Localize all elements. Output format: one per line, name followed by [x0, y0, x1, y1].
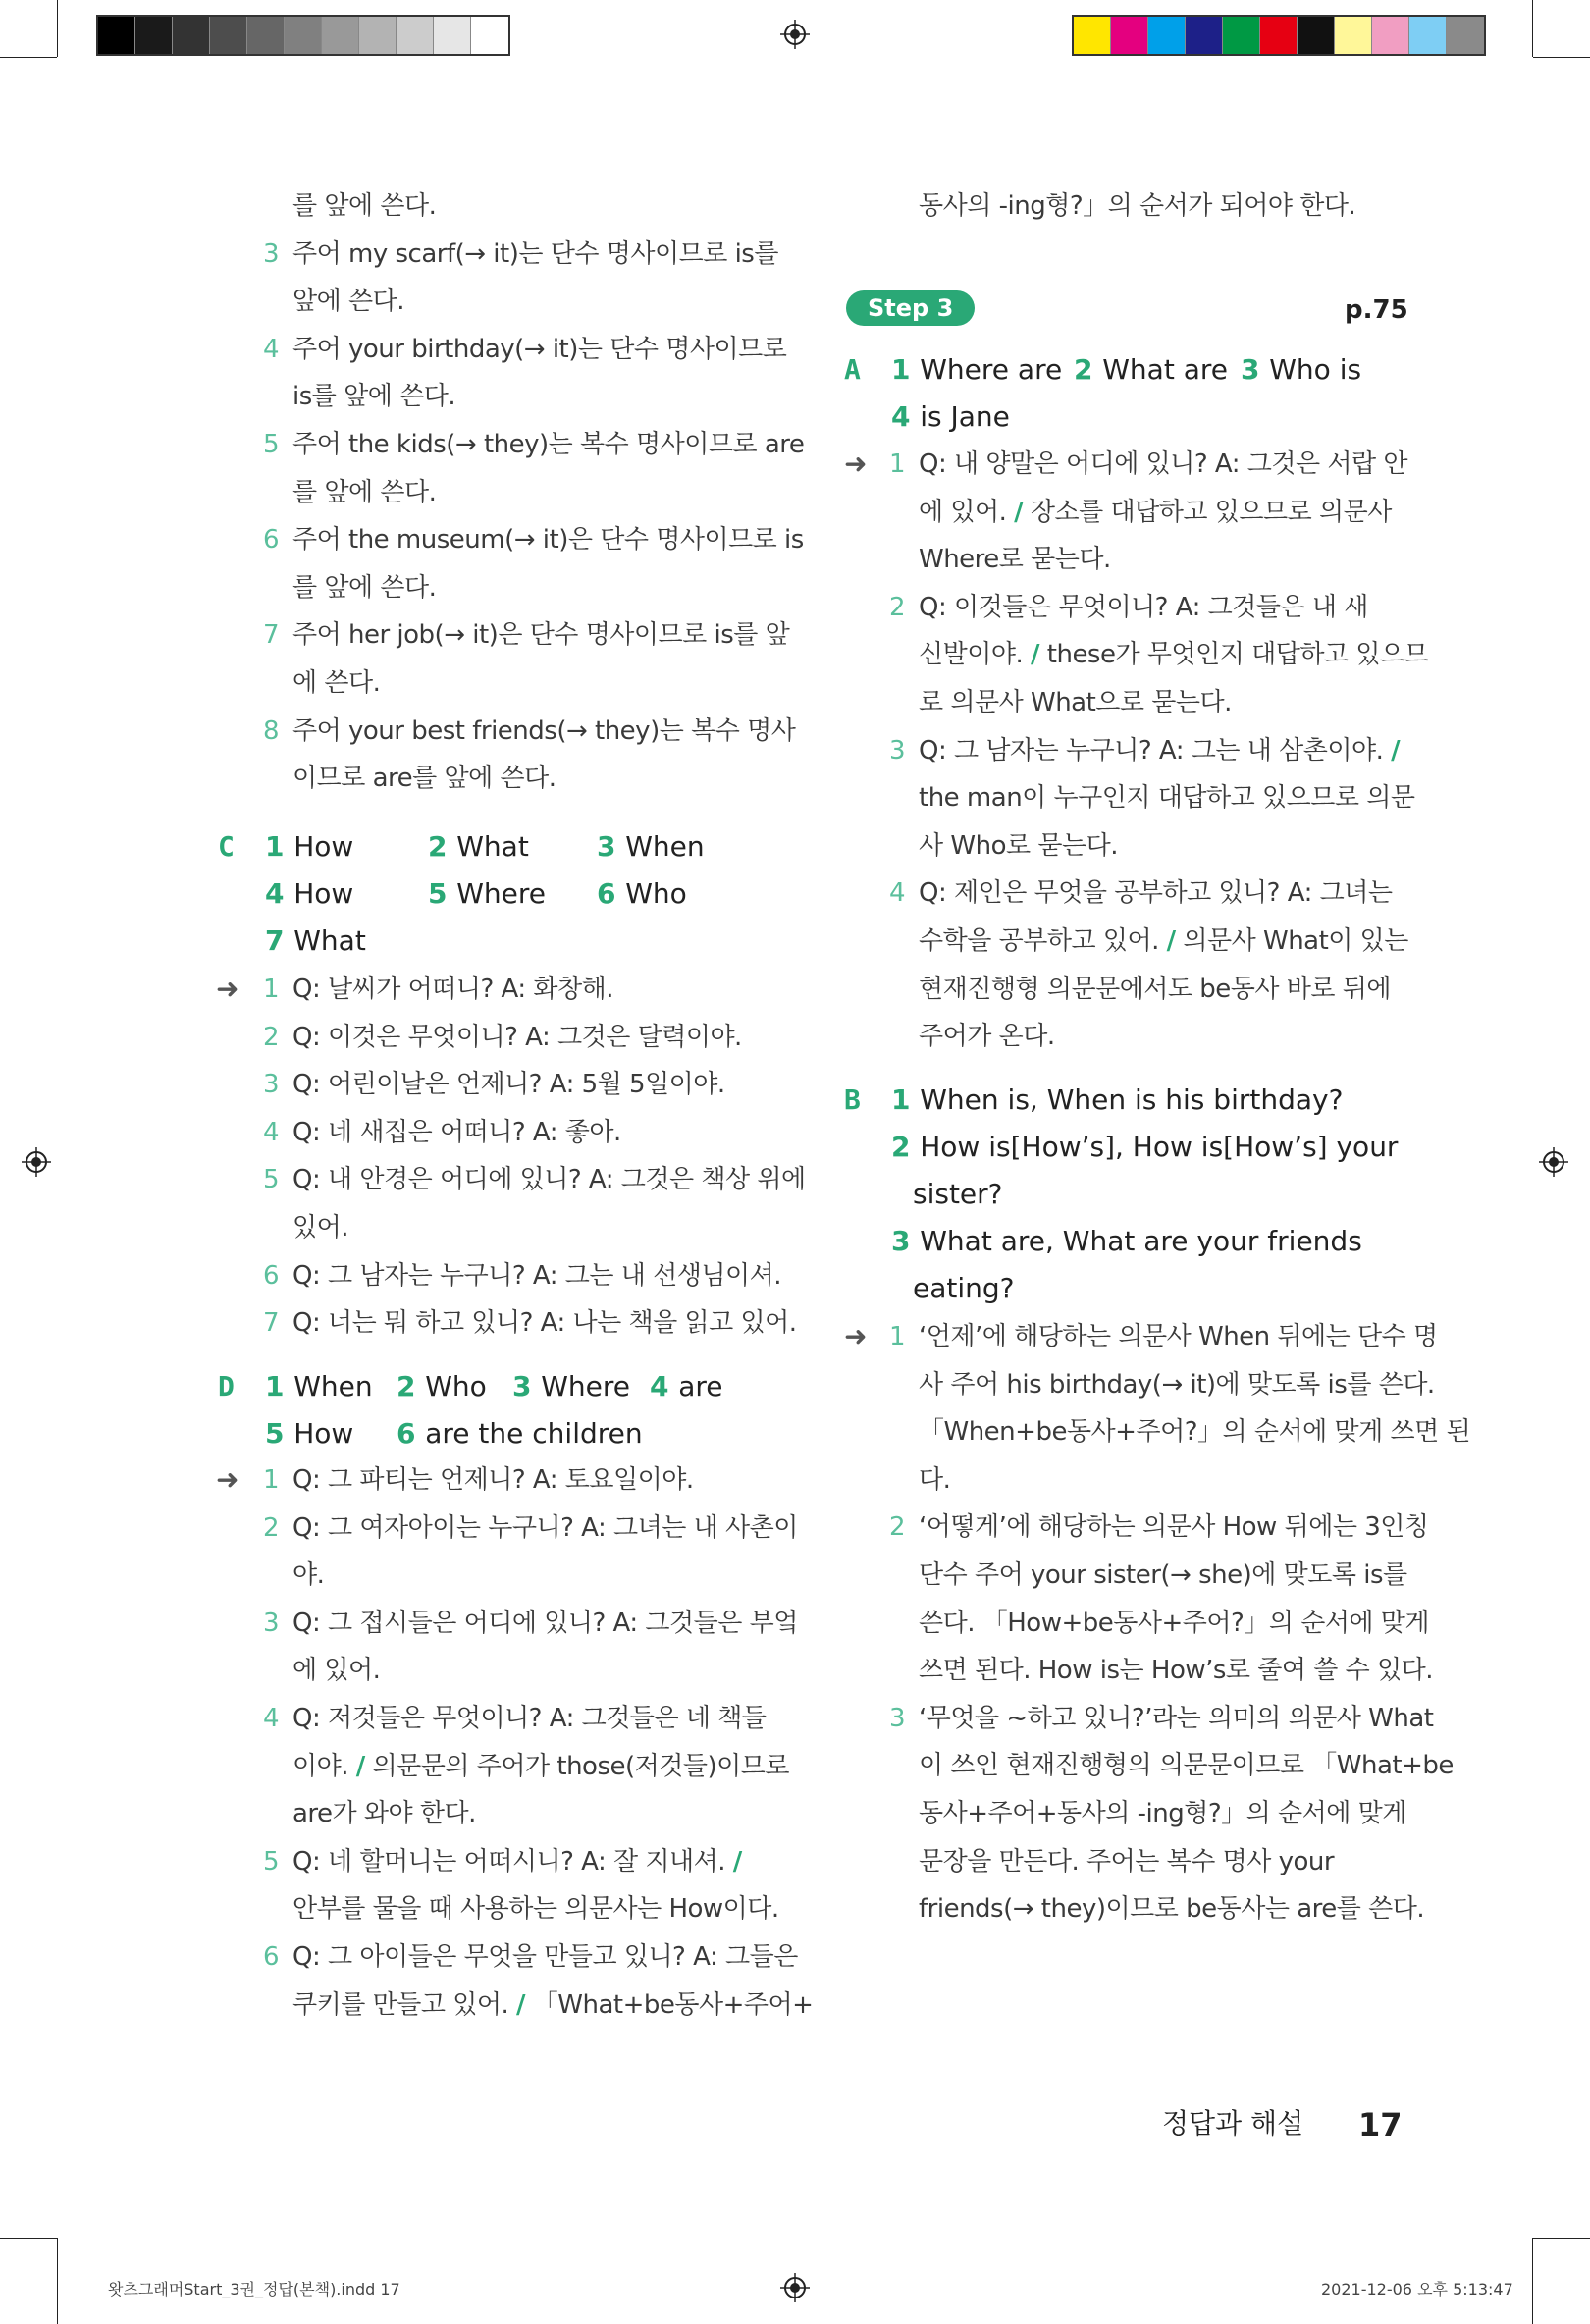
- crop-mark: [1532, 0, 1533, 57]
- item-number: 3: [263, 1608, 280, 1638]
- explanation-line: 에 있어.: [292, 1656, 381, 1686]
- answer-item: 1 How: [265, 830, 354, 863]
- item-number: 4: [263, 334, 280, 364]
- answer-number: 3: [891, 1225, 921, 1257]
- explanation-line: Q: 그 남자는 누구니? A: 그는 내 선생님이셔.: [292, 1260, 781, 1291]
- color-swatch: [1148, 17, 1186, 54]
- answer-number: 1: [265, 830, 294, 863]
- answer-number: 6: [397, 1417, 426, 1450]
- answer-number: 5: [428, 877, 457, 910]
- explanation-line: Q: 그 아이들은 무엇을 만들고 있니? A: 그들은: [292, 1942, 798, 1972]
- gray-swatch-strip: [96, 15, 510, 56]
- color-swatch: [98, 17, 135, 54]
- color-swatch: [1298, 17, 1335, 54]
- item-number: 7: [263, 1308, 280, 1339]
- item-number: 4: [889, 878, 906, 909]
- answer-number: 7: [265, 924, 294, 957]
- explanation-line: Where로 묻는다.: [919, 545, 1111, 575]
- answer-item: 3 Where: [512, 1370, 631, 1402]
- explanation-line: 주어 your best friends(→ they)는 복수 명사: [292, 715, 796, 746]
- explanation-line: 주어 the kids(→ they)는 복수 명사이므로 are: [292, 430, 805, 459]
- item-number: 7: [263, 620, 280, 651]
- color-swatch: [434, 17, 471, 54]
- color-swatch: [1447, 17, 1484, 54]
- color-swatch: [173, 17, 210, 54]
- answer-item: 4 How: [265, 877, 354, 910]
- explanation-line: 에 있어. / 장소를 대답하고 있으므로 의문사: [919, 497, 1392, 527]
- color-swatch: [1074, 17, 1111, 54]
- answer-item: 2 What: [428, 830, 529, 863]
- explanation-line: the man이 누구인지 대답하고 있으므로 의문: [919, 783, 1415, 814]
- explanation-line: 사 Who로 묻는다.: [919, 830, 1118, 861]
- item-number: 4: [263, 1117, 280, 1147]
- answer-number: 1: [265, 1370, 294, 1402]
- color-swatch: [247, 17, 285, 54]
- answer-number: 3: [1241, 353, 1270, 386]
- explanation-line: 있어.: [292, 1213, 348, 1242]
- explanation-line: 쓴다. 「How+be동사+주어?」의 순서에 맞게: [919, 1608, 1430, 1638]
- answer-item: 2 What are: [1074, 353, 1228, 386]
- color-swatch: [1260, 17, 1298, 54]
- color-swatch: [285, 17, 322, 54]
- answer-item: 2 Who: [397, 1370, 487, 1402]
- right-top-line: 동사의 -ing형?」의 순서가 되어야 한다.: [919, 191, 1356, 221]
- answer-number: 2: [1074, 353, 1103, 386]
- item-number: 5: [263, 1846, 280, 1876]
- answer-item: 4 is Jane: [891, 400, 1010, 433]
- print-file-name: 왓츠그래머Start_3권_정답(본책).indd 17: [108, 2280, 400, 2298]
- explanation-line: 단수 주어 your sister(→ she)에 맞도록 is를: [919, 1560, 1407, 1590]
- item-number: 2: [889, 592, 906, 622]
- explanation-line: Q: 내 양말은 어디에 있니? A: 그것은 서랍 안: [919, 449, 1407, 479]
- explanation-line: 를 앞에 쓴다.: [292, 477, 437, 507]
- explanation-line: Q: 그 파티는 언제니? A: 토요일이야.: [292, 1465, 694, 1495]
- answer-number: 4: [265, 877, 294, 910]
- item-number: 1: [889, 1322, 906, 1351]
- item-number: 2: [889, 1512, 906, 1543]
- arrow-icon: ➜: [844, 1320, 868, 1352]
- crop-mark: [1533, 2238, 1590, 2239]
- page-number: 17: [1358, 2106, 1403, 2143]
- crop-mark: [1532, 2238, 1533, 2324]
- color-swatch: [1223, 17, 1260, 54]
- item-number: 3: [263, 238, 280, 269]
- arrow-icon: ➜: [844, 448, 868, 480]
- explanation-line: Q: 날씨가 어떠니? A: 화창해.: [292, 975, 613, 1004]
- explanation-line: 문장을 만든다. 주어는 복수 명사 your: [919, 1846, 1335, 1876]
- crop-mark: [57, 2238, 58, 2324]
- separator-slash: /: [516, 1989, 525, 2020]
- explanation-line: 쓰면 된다. How is는 How’s로 줄여 쓸 수 있다.: [919, 1656, 1434, 1686]
- color-swatch: [397, 17, 434, 54]
- answer-item: 5 How: [265, 1417, 354, 1450]
- item-number: 5: [263, 430, 280, 459]
- item-number: 3: [263, 1070, 280, 1100]
- separator-slash: /: [732, 1846, 742, 1876]
- explanation-line: Q: 저것들은 무엇이니? A: 그것들은 네 책들: [292, 1704, 767, 1733]
- explanation-line: 이므로 are를 앞에 쓴다.: [292, 764, 556, 794]
- item-number: 3: [889, 735, 906, 766]
- explanation-line: 「When+be동사+주어?」의 순서에 맞게 쓰면 된: [919, 1417, 1471, 1448]
- answer-number: 3: [512, 1370, 542, 1402]
- color-swatch: [1409, 17, 1447, 54]
- step-badge: Step 3: [846, 290, 975, 326]
- color-swatch-strip: [1072, 15, 1486, 56]
- color-swatch: [322, 17, 359, 54]
- explanation-line: 주어 the museum(→ it)은 단수 명사이므로 is: [292, 525, 804, 555]
- answer-item: 6 are the children: [397, 1417, 643, 1450]
- explanation-line: 로 의문사 What으로 묻는다.: [919, 688, 1232, 717]
- explanation-line: Q: 그 남자는 누구니? A: 그는 내 삼촌이야. /: [919, 735, 1401, 766]
- separator-slash: /: [1031, 640, 1039, 670]
- explanation-line: friends(→ they)이므로 be동사는 are를 쓴다.: [919, 1894, 1425, 1925]
- crop-mark: [57, 0, 58, 57]
- item-number: 6: [263, 1260, 280, 1291]
- explanation-line: ‘무엇을 ~하고 있니?’라는 의미의 의문사 What: [919, 1703, 1434, 1733]
- footer-label: 정답과 해설: [1162, 2107, 1304, 2139]
- explanation-line: Q: 어린이날은 언제니? A: 5월 5일이야.: [292, 1070, 725, 1100]
- item-number: 4: [263, 1704, 280, 1733]
- explanation-line: Q: 너는 뭐 하고 있니? A: 나는 책을 읽고 있어.: [292, 1308, 797, 1339]
- item-number: 2: [263, 1512, 280, 1543]
- answer-item: 3 When: [597, 830, 705, 863]
- separator-slash: /: [1014, 497, 1024, 527]
- print-date: 2021-12-06 오후 5:13:47: [1321, 2280, 1513, 2298]
- explanation-line: ‘어떻게’에 해당하는 의문사 How 뒤에는 3인칭: [919, 1512, 1429, 1543]
- explanation-line: Q: 그 여자아이는 누구니? A: 그녀는 내 사촌이: [292, 1512, 798, 1543]
- answer-number: 6: [597, 877, 626, 910]
- explanation-line: Q: 그 접시들은 어디에 있니? A: 그것들은 부엌: [292, 1608, 798, 1638]
- explanation-line: Q: 네 할머니는 어떠시니? A: 잘 지내셔. /: [292, 1846, 742, 1876]
- explanation-line: 주어 your birthday(→ it)는 단수 명사이므로: [292, 334, 787, 364]
- item-number: 6: [263, 1942, 280, 1972]
- answer-item: 5 Where: [428, 877, 547, 910]
- registration-mark-icon: [780, 2273, 810, 2302]
- color-swatch: [359, 17, 397, 54]
- explanation-line: are가 와야 한다.: [292, 1799, 476, 1829]
- explanation-line: 이 쓰인 현재진행형의 의문문이므로 「What+be: [919, 1751, 1454, 1781]
- explanation-line: 다.: [919, 1464, 951, 1495]
- item-number: 8: [263, 715, 280, 746]
- crop-mark: [1533, 57, 1590, 58]
- explanation-line: 수학을 공부하고 있어. / 의문사 What이 있는: [919, 926, 1408, 956]
- separator-slash: /: [355, 1751, 365, 1781]
- answer-item: 3 Who is: [1241, 353, 1362, 386]
- answer-number: 2: [891, 1131, 921, 1163]
- answer-item: 4 are: [650, 1370, 723, 1402]
- item-number: 6: [263, 525, 280, 555]
- item-number: 2: [263, 1022, 280, 1052]
- explanation-line: 주어가 온다.: [919, 1022, 1055, 1052]
- answer-item: 6 Who: [597, 877, 687, 910]
- answer-number: 1: [891, 1083, 921, 1116]
- item-number: 1: [889, 449, 906, 479]
- section-label-c: C: [218, 830, 235, 863]
- answer-number: 4: [891, 400, 921, 433]
- color-swatch: [1372, 17, 1409, 54]
- page-reference: p.75: [1345, 295, 1408, 325]
- explanation-line: 사 주어 his birthday(→ it)에 맞도록 is를 쓴다.: [919, 1369, 1435, 1400]
- answer-number: 2: [397, 1370, 426, 1402]
- explanation-line: Q: 네 새집은 어떠니? A: 좋아.: [292, 1117, 621, 1147]
- color-swatch: [1186, 17, 1223, 54]
- color-swatch: [1111, 17, 1148, 54]
- explanation-line: Q: 제인은 무엇을 공부하고 있니? A: 그녀는: [919, 878, 1393, 909]
- section-label-a: A: [844, 353, 861, 386]
- explanation-line: 현재진행형 의문문에서도 be동사 바로 뒤에: [919, 974, 1392, 1004]
- explanation-line: 에 쓴다.: [292, 668, 381, 698]
- explanation-line: ‘언제’에 해당하는 의문사 When 뒤에는 단수 명: [919, 1322, 1438, 1351]
- separator-slash: /: [1166, 926, 1176, 956]
- answer-number: 4: [650, 1370, 679, 1402]
- answer-item: 7 What: [265, 924, 366, 957]
- explanation-line: 주어 my scarf(→ it)는 단수 명사이므로 is를: [292, 238, 778, 269]
- answer-item: 1 When: [265, 1370, 373, 1402]
- explanation-line: 야.: [292, 1560, 325, 1591]
- explanation-line: 를 앞에 쓴다.: [292, 572, 437, 603]
- answer-item: 3 What are, What are your friends: [891, 1225, 1362, 1257]
- arrow-icon: ➜: [216, 973, 239, 1005]
- item-number: 5: [263, 1165, 280, 1195]
- registration-mark-icon: [22, 1147, 51, 1177]
- color-swatch: [1335, 17, 1372, 54]
- item-number: 1: [263, 975, 280, 1004]
- answer-item: 1 When is, When is his birthday?: [891, 1083, 1344, 1116]
- color-swatch: [471, 17, 508, 54]
- explanation-line: 이야. / 의문문의 주어가 those(저것들)이므로: [292, 1751, 789, 1781]
- item-number: 3: [889, 1703, 906, 1733]
- answer-item: 2 How is[How’s], How is[How’s] your: [891, 1131, 1399, 1163]
- explanation-line: 신발이야. / these가 무엇인지 대답하고 있으므: [919, 640, 1429, 670]
- color-swatch: [210, 17, 247, 54]
- answer-number: 5: [265, 1417, 294, 1450]
- color-swatch: [135, 17, 173, 54]
- explanation-line: Q: 이것들은 무엇이니? A: 그것들은 내 새: [919, 592, 1368, 622]
- answer-item: sister?: [913, 1178, 1003, 1210]
- explanation-line: Q: 이것은 무엇이니? A: 그것은 달력이야.: [292, 1022, 742, 1052]
- answer-item: eating?: [913, 1272, 1015, 1304]
- explanation-line: Q: 내 안경은 어디에 있니? A: 그것은 책상 위에: [292, 1165, 806, 1195]
- explanation-line: 주어 her job(→ it)은 단수 명사이므로 is를 앞: [292, 620, 790, 651]
- registration-mark-icon: [1539, 1147, 1568, 1177]
- explanation-line: is를 앞에 쓴다.: [292, 382, 456, 412]
- section-label-d: D: [218, 1370, 235, 1402]
- answer-number: 2: [428, 830, 457, 863]
- section-label-b: B: [844, 1083, 861, 1116]
- answer-item: 1 Where are: [891, 353, 1063, 386]
- crop-mark: [0, 57, 57, 58]
- registration-mark-icon: [780, 20, 810, 49]
- explanation-line: 안부를 물을 때 사용하는 의문사는 How이다.: [292, 1894, 779, 1925]
- answer-number: 1: [891, 353, 921, 386]
- answer-number: 3: [597, 830, 626, 863]
- explanation-line: 앞에 쓴다.: [292, 287, 404, 317]
- item-number: 1: [263, 1465, 280, 1495]
- crop-mark: [0, 2238, 57, 2239]
- arrow-icon: ➜: [216, 1463, 239, 1496]
- separator-slash: /: [1391, 735, 1401, 766]
- explanation-line: 동사+주어+동사의 -ing형?」의 순서에 맞게: [919, 1799, 1406, 1828]
- explanation-line: 를 앞에 쓴다.: [292, 191, 437, 221]
- explanation-line: 쿠키를 만들고 있어. / 「What+be동사+주어+: [292, 1989, 814, 2020]
